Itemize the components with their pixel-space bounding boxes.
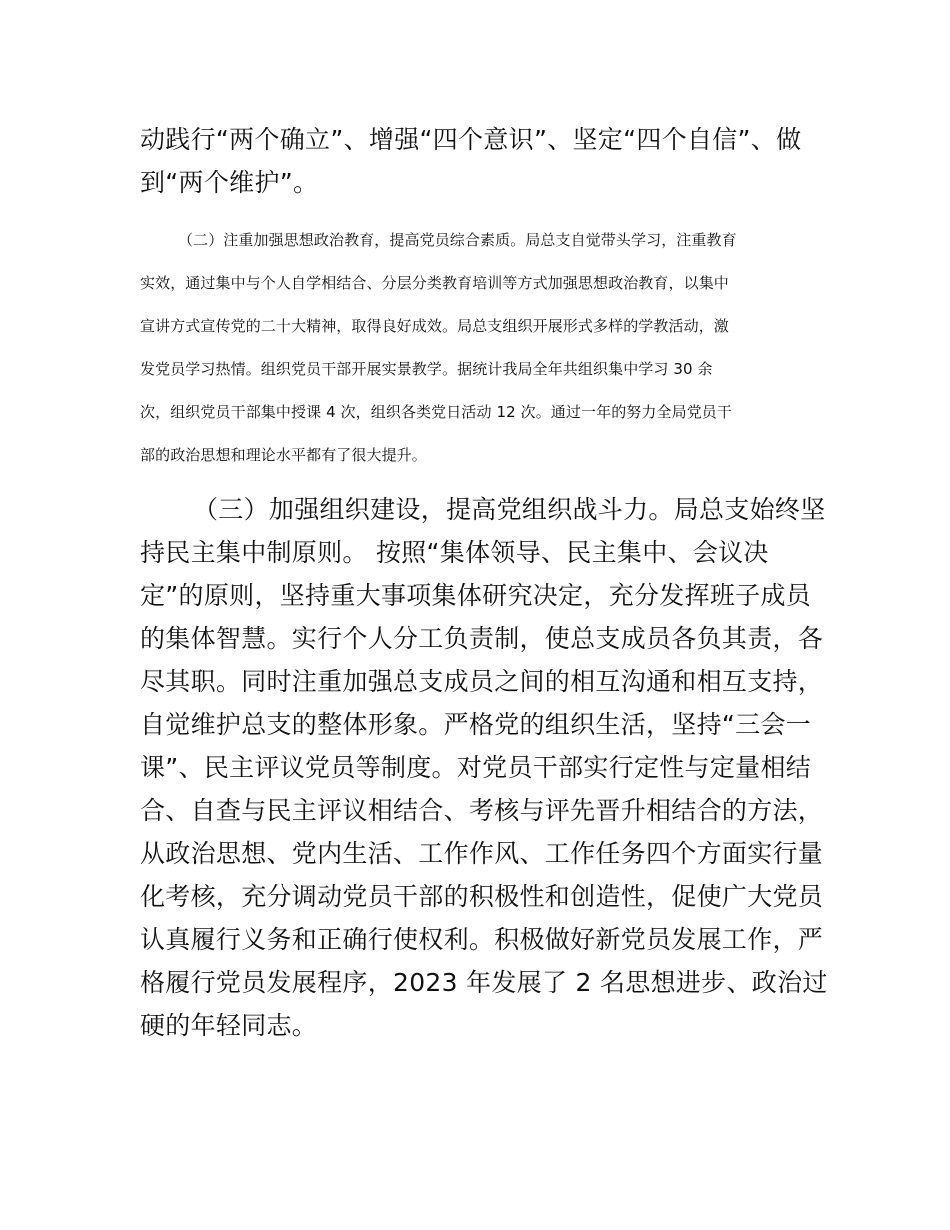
section-three-line-7: 课”、民主评议党员等制度。对党员干部实行定性与定量相结 bbox=[140, 753, 812, 782]
section-three-line-6: 自觉维护总支的整体形象。严格党的组织生活，坚持“三会一 bbox=[140, 710, 812, 739]
intro-line-1: 动践行“两个确立”、增强“四个意识”、坚定“四个自信”、做 bbox=[140, 125, 802, 154]
section-three-line-11: 认真履行义务和正确行使权利。积极做好新党员发展工作，严 bbox=[140, 925, 824, 954]
section-three-line-3: 定”的原则，坚持重大事项集体研究决定，充分发挥班子成员 bbox=[140, 581, 812, 610]
section-two-line-4: 发党员学习热情。组织党员干部开展实景教学。据统计我局全年共组织集中学习 30 余 bbox=[140, 360, 713, 378]
section-three-line-10: 化考核，充分调动党员干部的积极性和创造性，促使广大党员 bbox=[140, 882, 824, 911]
section-three-line-2: 持民主集中制原则。 按照“集体领导、民主集中、会议决 bbox=[140, 538, 769, 567]
section-three-line-12: 格履行党员发展程序，2023 年发展了 2 名思想进步、政治过 bbox=[140, 968, 828, 997]
section-three-line-9: 从政治思想、党内生活、工作作风、工作任务四个方面实行量 bbox=[140, 839, 824, 868]
section-two-line-2: 实效，通过集中与个人自学相结合、分层分类教育培训等方式加强思想政治教育，以集中 bbox=[140, 274, 729, 292]
section-two-line-3: 宣讲方式宣传党的二十大精神，取得良好成效。局总支组织开展形式多样的学教活动，激 bbox=[140, 317, 729, 335]
section-three-line-1: （三）加强组织建设，提高党组织战斗力。局总支始终坚 bbox=[193, 495, 826, 524]
section-three-line-4: 的集体智慧。实行个人分工负责制，使总支成员各负其责，各 bbox=[140, 624, 824, 653]
intro-line-2: 到“两个维护”。 bbox=[140, 168, 319, 197]
section-three-line-8: 合、自查与民主评议相结合、考核与评先晋升相结合的方法， bbox=[140, 796, 824, 825]
section-two-line-1: （二）注重加强思想政治教育，提高党员综合素质。局总支自觉带头学习，注重教育 bbox=[178, 231, 737, 249]
section-three-line-13: 硬的年轻同志。 bbox=[140, 1011, 318, 1040]
section-two-line-6: 部的政治思想和理论水平都有了很大提升。 bbox=[140, 446, 427, 464]
section-two-line-5: 次，组织党员干部集中授课 4 次，组织各类党日活动 12 次。通过一年的努力全局党员干 bbox=[140, 403, 733, 421]
section-three-line-5: 尽其职。同时注重加强总支成员之间的相互沟通和相互支持， bbox=[140, 667, 824, 696]
